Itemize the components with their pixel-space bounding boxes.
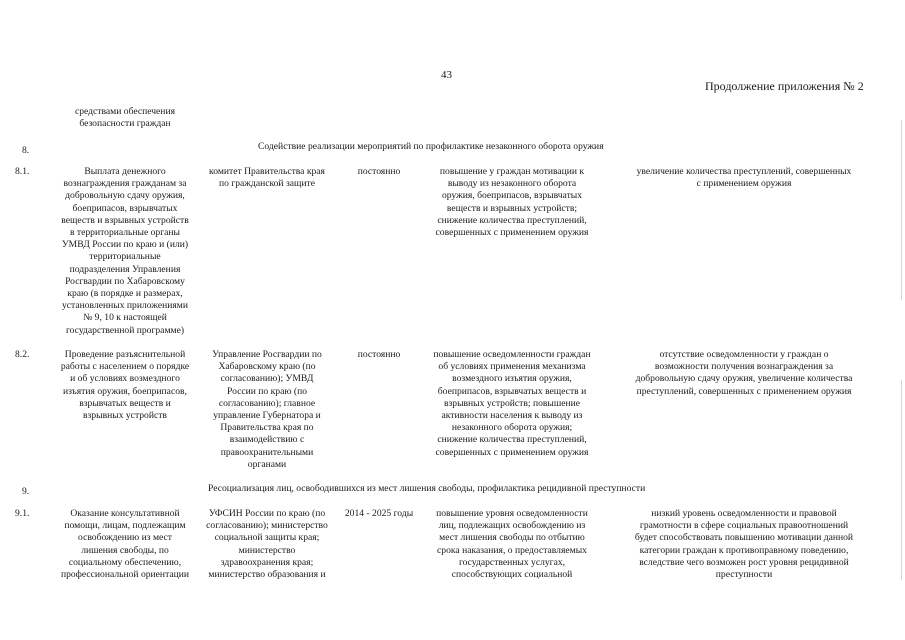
section-number: 9. <box>22 486 30 497</box>
row-consequence: увеличение количества преступлений, совершенных с применением оружия <box>636 166 852 190</box>
appendix-note: Продолжение приложения № 2 <box>705 79 864 93</box>
row-consequence: отсутствие осведомленности у граждан о возможности получения вознаграждения за добровольную сдачу оружия, увеличение количества преступлений, совершенных с применением оружия <box>635 349 853 397</box>
section-number: 8. <box>22 145 30 156</box>
row-executor: Управление Росгвардии по Хабаровскому краю (по согласованию); УМВД России по краю (по согласованию); главное управление Губернатора и Правительства края по взаимодействию с правоохранительными органами <box>212 349 322 470</box>
row-measure: Выплата денежного вознаграждения гражданам за добровольную сдачу оружия, боеприпасов, взрывчатых веществ и взрывных устройств в территориальные органы УМВД России по краю и (или) территориальные подразделения Управления Росгвардии по Хабаровскому краю (в порядке и размерах, установленных приложениями № 9, 10 к настоящей государственной программе) <box>61 166 189 336</box>
row-number: 8.1. <box>15 166 30 177</box>
row-result: повышение у граждан мотивации к выводу из незаконного оборота оружия, боеприпасов, взрывчатых веществ и взрывных устройств; снижение количества преступлений, совершенных с применением оружия <box>435 166 589 239</box>
section-title: Ресоциализация лиц, освободившихся из мест лишения свободы, профилактика рецидивной преступности <box>208 483 646 494</box>
scan-edge-line <box>901 120 902 300</box>
row-period: постоянно <box>357 166 401 177</box>
scan-edge-line <box>901 380 902 580</box>
section-title: Содействие реализации мероприятий по профилактике незаконного оборота оружия <box>258 141 604 152</box>
row-number: 9.1. <box>15 508 30 519</box>
top-continuation-text: средствами обеспечения безопасности граждан <box>74 106 175 130</box>
page-number: 43 <box>441 69 452 81</box>
row-period: постоянно <box>357 349 401 360</box>
row-result: повышение уровня осведомленности лиц, подлежащих освобождению из мест лишения свободы по отбытию срока наказания, о предоставляемых государственных услугах, способствующих социальной <box>436 508 588 581</box>
row-executor: УФСИН России по краю (по согласованию); министерство социальной защиты края; министерство здравоохранения края; министерство образования и <box>206 508 328 581</box>
row-consequence: низкий уровень осведомленности и правовой грамотности в сфере социальных правоотношений будет способствовать повышению мотивации данной категории граждан к противоправному поведению, вследствие чего возможен рост уровня рецидивной преступности <box>634 508 854 581</box>
row-measure: Оказание консультативной помощи, лицам, подлежащим освобождению из мест лишения свободы, по социальному обеспечению, профессиональной ориентации <box>60 508 190 581</box>
row-measure: Проведение разъяснительной работы с населением о порядке и об условиях возмездного изъятия оружия, боеприпасов, взрывчатых веществ и взрывных устройств <box>60 349 190 422</box>
row-result: повышение осведомленности граждан об условиях применения механизма возмездного изъятия оружия, боеприпасов, взрывчатых веществ и взрывных устройств; повышение активности населения к выводу из незаконного оборота оружия; снижение количества преступлений, совершенных с применением оружия <box>433 349 591 458</box>
row-executor: комитет Правительства края по гражданской защите <box>209 166 325 190</box>
row-period: 2014 - 2025 годы <box>344 508 414 519</box>
row-number: 8.2. <box>15 349 30 360</box>
